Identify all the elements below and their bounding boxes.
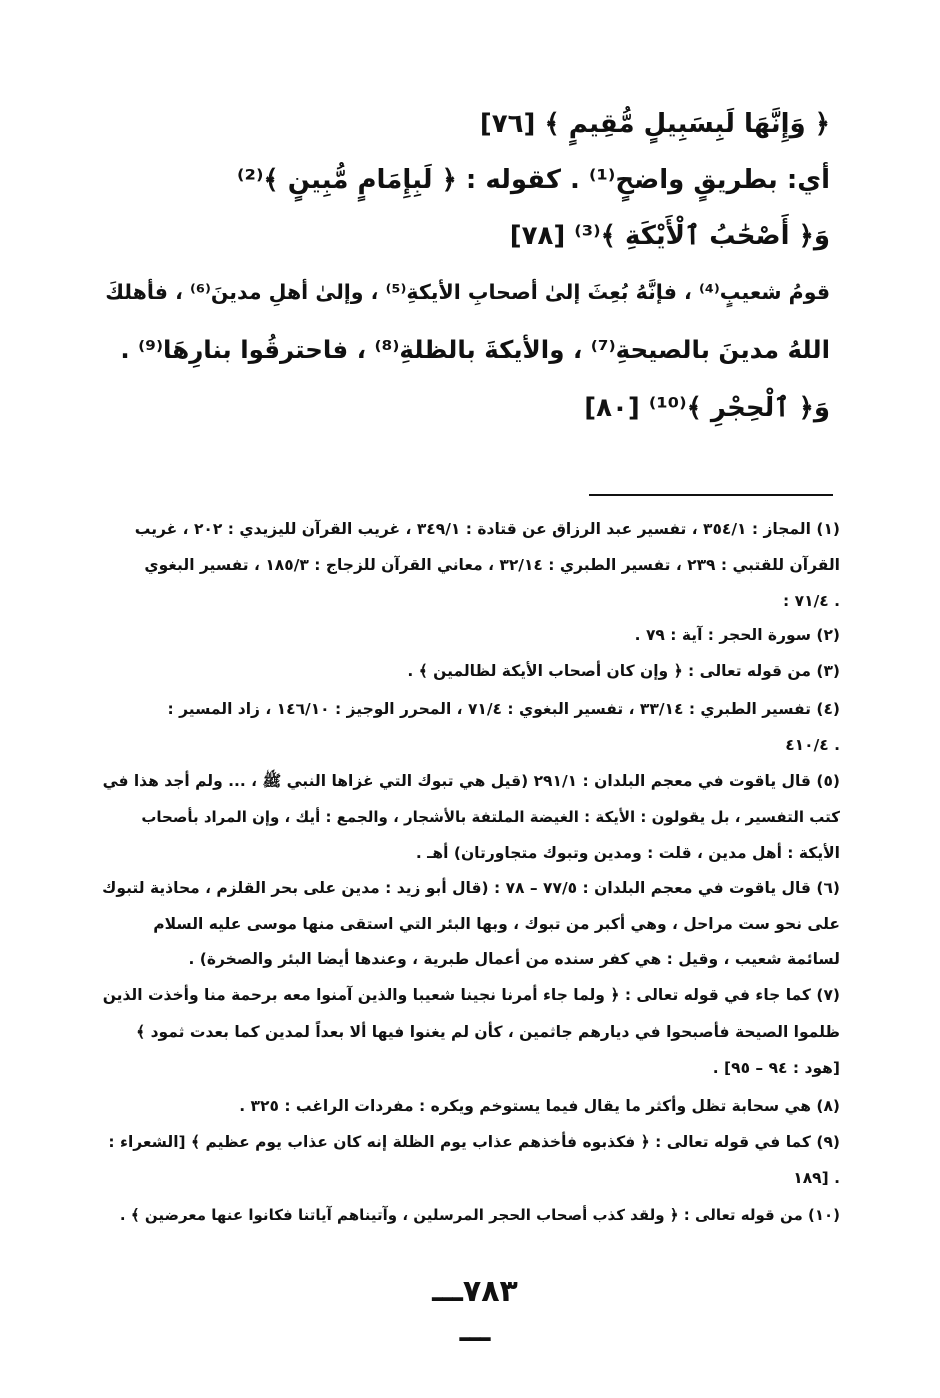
verse-80: وَ﴿ ٱلْحِجْرِ ﴾⁽¹⁰⁾ [٨٠] — [584, 393, 830, 423]
footnote-5-line-3: الأيكة : أهل مدين ، قلت : ومدين وتبوك متجاورتان) أهـ . — [415, 844, 840, 862]
footnote-5-line-1: (٥) قال ياقوت في معجم البلدان : ٢٩١/١ (قيل هي تبوك التي غزاها النبي ﷺ ، ... ولم أجد هذا في — [102, 772, 840, 790]
verse-76: ﴿ وَإِنَّهَا لَبِسَبِيلٍ مُّقِيمٍ ﴾ [٧٦] — [479, 109, 830, 139]
page-number-dash-left: ـــ — [432, 1274, 463, 1309]
footnote-1-line-1: (١) المجاز : ٣٥٤/١ ، تفسير عبد الرزاق عن قتادة : ٣٤٩/١ ، غريب القرآن لليزيدي : ٢٠٢ ، غريب — [134, 520, 840, 538]
page-number-dash-right: ـــ — [459, 1314, 491, 1349]
footnote-7-line-1: (٧) كما جاء في قوله تعالى : ﴿ ولما جاء أمرنا نجينا شعيبا والذين آمنوا معه برحمة منا وأخذت الذين — [102, 986, 840, 1004]
footnote-7-line-3: [هود : ٩٤ – ٩٥] . — [712, 1059, 840, 1077]
footnote-1-line-3: : ٧١/٤ . — [783, 592, 840, 610]
footnote-5-line-2: كتب التفسير ، بل يقولون : الأيكة : الغيضة الملتفة بالأشجار ، والجمع : أيك ، وإن المراد بأصحاب — [141, 808, 840, 826]
verse-78: وَ﴿ أَصْحَٰبُ ٱلْأَيْكَةِ ﴾⁽³⁾ [٧٨] — [509, 221, 830, 251]
commentary-line-1: أي: بطريقٍ واضحٍ⁽¹⁾ . كقوله : ﴿ لَبِإِمَامٍ مُّبِينٍ ﴾⁽²⁾ — [237, 165, 830, 195]
footnote-7-line-2: ظلموا الصيحة فأصبحوا في ديارهم جاثمين ، كأن لم يغنوا فيها ألا بعداً لمدين كما بعدت ثمود ﴾ — [136, 1023, 840, 1041]
footnote-1-line-2: القرآن للقتبي : ٢٣٩ ، تفسير الطبري : ٣٢/١٤ ، معاني القرآن للزجاج : ١٨٥/٣ ، تفسير البغوي — [144, 556, 840, 574]
footnote-6-line-1: (٦) قال ياقوت في معجم البلدان : ٧٧/٥ – ٧٨ : (قال أبو زيد : مدين على بحر القلزم ، محاذية لتبوك — [102, 879, 840, 897]
footnote-3: (٣) من قوله تعالى : ﴿ وإن كان أصحاب الأيكة لظالمين ﴾ . — [407, 662, 840, 680]
footnote-2: (٢) سورة الحجر : آية : ٧٩ . — [634, 626, 840, 644]
footnote-4-line-2: ٤١٠/٤ . — [785, 736, 840, 754]
footnote-8: (٨) هي سحابة تظل وأكثر ما يقال فيما يستوخم ويكره : مفردات الراغب : ٣٢٥ . — [239, 1097, 840, 1115]
footnote-6-line-2: على نحو ست مراحل ، وهي أكبر من تبوك ، وبها البئر التي استقى منها موسى عليه السلام — [153, 915, 840, 933]
footnote-9-line-2: ١٨٩] . — [793, 1169, 840, 1187]
footnote-4-line-1: (٤) تفسير الطبري : ٣٣/١٤ ، تفسير البغوي : ٧١/٤ ، المحرر الوجيز : ١٤٦/١٠ ، زاد المسير : — [167, 700, 840, 718]
footnote-9-line-1: (٩) كما في قوله تعالى : ﴿ فكذبوه فأخذهم عذاب يوم الظلة إنه كان عذاب يوم عظيم ﴾ [الشعراء : — [108, 1133, 840, 1151]
page-number-value: ٧٨٣ — [462, 1274, 518, 1309]
footnote-10: (١٠) من قوله تعالى : ﴿ ولقد كذب أصحاب الحجر المرسلين ، وآتيناهم آياتنا فكانوا عنها معرضين ﴾ . — [119, 1206, 840, 1224]
commentary-line-3: اللهُ مدينَ بالصيحةِ⁽⁷⁾ ، والأيكةَ بالظلةِ⁽⁸⁾ ، فاحترقُوا بنارِهَا⁽⁹⁾ . — [120, 335, 830, 364]
footnote-6-line-3: لسائمة شعيب ، وقيل : هي كفر سنده من أعمال طبرية ، وعندها أيضا البئر والصخرة) . — [188, 950, 840, 968]
page-number — [420, 1272, 530, 1352]
commentary-line-2: قومُ شعيبٍ⁽⁴⁾ ، فإنَّهُ بُعِثَ إلىٰ أصحابِ الأيكةِ⁽⁵⁾ ، وإلىٰ أهلِ مدينَ⁽⁶⁾ ، فأهلكَ — [105, 280, 830, 304]
footnote-separator — [589, 494, 833, 496]
